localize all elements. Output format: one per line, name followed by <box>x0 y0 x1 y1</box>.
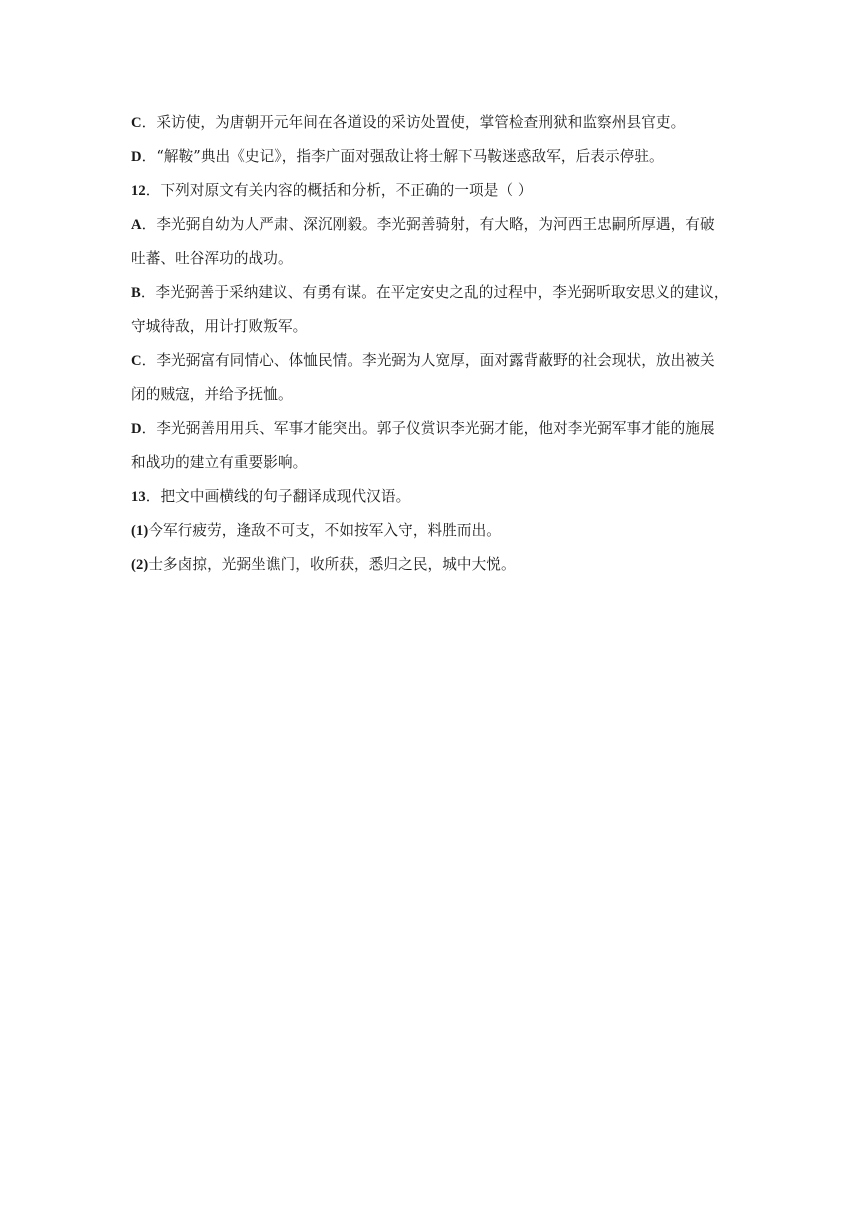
option-a-line-1 <box>131 208 741 242</box>
option-text: ．李光弼善于采纳建议、有勇有谋。在平定安史之乱的过程中，李光弼听取安思义的建议， <box>140 284 729 301</box>
option-letter: A <box>131 217 142 233</box>
option-letter: D <box>131 421 142 437</box>
translation-item-2 <box>131 548 741 582</box>
question-12-stem <box>131 174 741 208</box>
option-letter: C <box>131 353 142 369</box>
option-text: 吐蕃、吐谷浑功的战功。 <box>131 250 293 267</box>
option-a-line-2 <box>131 242 741 276</box>
option-text: 和战功的建立有重要影响。 <box>131 454 308 471</box>
item-text: 士多卤掠，光弼坐谯门，收所获，悉归之民，城中大悦。 <box>148 556 516 573</box>
question-13-stem <box>131 480 741 514</box>
option-d-line-1 <box>131 412 741 446</box>
option-c-line-1 <box>131 344 741 378</box>
question-number: 13 <box>131 489 146 505</box>
option-text: ．李光弼自幼为人严肃、深沉刚毅。李光弼善骑射，有大略，为河西王忠嗣所厚遇，有破 <box>141 216 715 233</box>
question-text: ．把文中画横线的句子翻译成现代汉语。 <box>145 488 411 505</box>
option-text: ．李光弼富有同情心、体恤民情。李光弼为人宽厚，面对露背蔽野的社会现状，放出被关 <box>141 352 715 369</box>
translation-item-1 <box>131 514 741 548</box>
line-lead: C <box>131 115 142 131</box>
item-number: (1) <box>131 523 149 539</box>
option-text: 闭的贼寇，并给予抚恤。 <box>131 386 293 403</box>
question-number: 12 <box>131 183 146 199</box>
document-body <box>131 106 741 582</box>
line-text: ．“解鞍”典出《史记》，指李广面对强敌让将士解下马鞍迷惑敌军，后表示停驻。 <box>141 148 664 165</box>
line-lead: D <box>131 149 142 165</box>
option-b-line-2 <box>131 310 741 344</box>
option-c-archive-line <box>131 106 741 140</box>
option-d-line-2 <box>131 446 741 480</box>
option-text: ．李光弼善用用兵、军事才能突出。郭子仪赏识李光弼才能，他对李光弼军事才能的施展 <box>141 420 715 437</box>
option-letter: B <box>131 285 141 301</box>
item-number: (2) <box>131 557 149 573</box>
option-d-archive-line <box>131 140 741 174</box>
option-c-line-2 <box>131 378 741 412</box>
line-text: ．采访使，为唐朝开元年间在各道设的采访处置使，掌管检查刑狱和监察州县官吏。 <box>141 114 686 131</box>
question-text: ．下列对原文有关内容的概括和分析，不正确的一项是（ ） <box>145 182 533 199</box>
option-b-line-1 <box>131 276 741 310</box>
item-text: 今军行疲劳，逢敌不可支，不如按军入守，料胜而出。 <box>148 522 501 539</box>
option-text: 守城待敌，用计打败叛军。 <box>131 318 308 335</box>
